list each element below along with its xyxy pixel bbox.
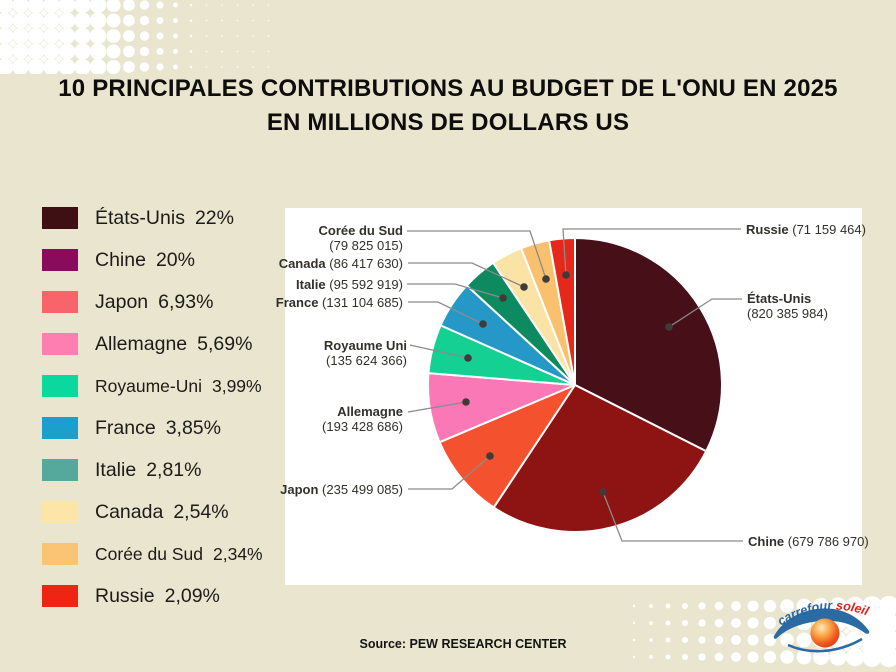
legend-label-russie: Russie 2,09% bbox=[95, 584, 220, 607]
halftone-dot bbox=[28, 12, 44, 28]
halftone-dot bbox=[0, 43, 13, 59]
pie-label-coree-du-sud: Corée du Sud (79 825 015) bbox=[318, 223, 403, 253]
halftone-dot bbox=[28, 28, 44, 44]
halftone-dot bbox=[59, 43, 75, 59]
halftone-dot bbox=[140, 31, 150, 41]
legend-item-italie bbox=[42, 449, 263, 491]
legend-label-royaume-uni: Royaume-Uni 3,99% bbox=[95, 375, 262, 396]
halftone-dot bbox=[43, 43, 59, 59]
halftone-dot bbox=[682, 603, 688, 609]
halftone-dot bbox=[43, 0, 59, 13]
pie-label-russie: Russie (71 159 464) bbox=[746, 222, 866, 237]
halftone-dot bbox=[28, 43, 44, 59]
legend-item-russie bbox=[42, 575, 263, 617]
halftone-dot bbox=[731, 635, 741, 645]
legend-label-canada: Canada 2,54% bbox=[95, 500, 229, 523]
pie-label-royaume-uni: Royaume Uni (135 624 366) bbox=[323, 338, 407, 368]
halftone-dot bbox=[90, 43, 106, 59]
halftone-dot bbox=[106, 0, 120, 12]
halftone-dot bbox=[28, 0, 44, 13]
halftone-dot bbox=[747, 600, 758, 611]
halftone-dot bbox=[715, 636, 724, 645]
halftone-dot bbox=[90, 12, 106, 28]
legend bbox=[42, 197, 263, 617]
halftone-dot bbox=[190, 35, 193, 38]
leader-dot-france bbox=[479, 320, 487, 328]
halftone-dot bbox=[123, 46, 135, 58]
legend-item-allemagne bbox=[42, 323, 263, 365]
halftone-dot bbox=[173, 18, 178, 23]
halftone-dot bbox=[715, 619, 724, 628]
halftone-dot bbox=[221, 20, 223, 22]
legend-swatch-allemagne bbox=[42, 333, 78, 355]
leader-dot-allemagne bbox=[462, 398, 470, 406]
halftone-dot bbox=[237, 51, 239, 53]
halftone-dot bbox=[0, 28, 13, 44]
halftone-dots-top-left bbox=[0, 0, 292, 74]
halftone-dot bbox=[682, 620, 688, 626]
halftone-dot bbox=[731, 652, 741, 662]
halftone-dot bbox=[666, 621, 671, 626]
halftone-dot bbox=[190, 19, 193, 22]
pie-label-allemagne: Allemagne (193 428 686) bbox=[322, 404, 403, 434]
halftone-dot bbox=[190, 4, 193, 7]
leader-dot-canada bbox=[520, 283, 528, 291]
carrefour-soleil-logo bbox=[772, 596, 878, 658]
legend-item-chine bbox=[42, 239, 263, 281]
chart-title-line1: 10 PRINCIPALES CONTRIBUTIONS AU BUDGET DE L'ONU EN 2025 bbox=[58, 75, 838, 102]
halftone-dot bbox=[682, 654, 688, 660]
halftone-dot bbox=[633, 656, 635, 658]
chart-title-line2: EN MILLIONS DE DOLLARS US bbox=[266, 109, 630, 136]
halftone-dot bbox=[173, 49, 178, 54]
halftone-dot bbox=[252, 51, 254, 53]
halftone-dot bbox=[123, 15, 135, 27]
legend-swatch-chine bbox=[42, 249, 78, 271]
legend-item-etats-unis bbox=[42, 197, 263, 239]
halftone-dot bbox=[123, 0, 135, 11]
pie-label-chine: Chine (679 786 970) bbox=[748, 534, 869, 549]
halftone-dot bbox=[268, 20, 270, 22]
pie-label-france: France (131 104 685) bbox=[275, 295, 403, 310]
halftone-dot bbox=[698, 636, 705, 643]
halftone-dot bbox=[666, 638, 671, 643]
pie-label-canada: Canada (86 417 630) bbox=[278, 256, 403, 271]
halftone-dot bbox=[156, 48, 163, 55]
halftone-dot bbox=[666, 655, 671, 660]
halftone-dot bbox=[649, 604, 653, 608]
legend-swatch-canada bbox=[42, 501, 78, 523]
halftone-dot bbox=[140, 47, 150, 57]
halftone-dot bbox=[649, 638, 653, 642]
halftone-dot bbox=[74, 0, 90, 13]
legend-item-royaume-uni bbox=[42, 365, 263, 407]
halftone-dot bbox=[633, 622, 635, 624]
legend-swatch-france bbox=[42, 417, 78, 439]
sun-iris bbox=[811, 619, 840, 648]
leader-dot-russie bbox=[562, 271, 570, 279]
halftone-dot bbox=[12, 12, 28, 28]
halftone-dot bbox=[747, 617, 758, 628]
legend-label-italie: Italie 2,81% bbox=[95, 458, 202, 481]
halftone-dot bbox=[237, 4, 239, 6]
halftone-dot bbox=[173, 3, 178, 8]
halftone-dot bbox=[59, 12, 75, 28]
halftone-dot bbox=[633, 639, 635, 641]
halftone-dot bbox=[12, 0, 28, 13]
legend-label-etats-unis: États-Unis 22% bbox=[95, 206, 234, 229]
legend-swatch-royaume-uni bbox=[42, 375, 78, 397]
halftone-dot bbox=[747, 651, 758, 662]
halftone-dot bbox=[140, 62, 150, 72]
halftone-dot bbox=[0, 12, 13, 28]
halftone-dot bbox=[90, 0, 106, 13]
halftone-dot bbox=[206, 66, 208, 68]
legend-label-allemagne: Allemagne 5,69% bbox=[95, 332, 253, 355]
leader-dot-coree-du-sud bbox=[542, 275, 550, 283]
halftone-dot bbox=[237, 66, 239, 68]
halftone-dot bbox=[190, 50, 193, 53]
pie-label-italie: Italie (95 592 919) bbox=[296, 277, 403, 292]
logo-text: carrefour soleil bbox=[774, 598, 871, 629]
halftone-dot bbox=[12, 28, 28, 44]
legend-swatch-etats-unis bbox=[42, 207, 78, 229]
halftone-dot bbox=[698, 619, 705, 626]
halftone-dot bbox=[106, 13, 120, 27]
legend-item-france bbox=[42, 407, 263, 449]
leader-dot-japon bbox=[486, 452, 494, 460]
pie-label-japon: Japon (235 499 085) bbox=[280, 482, 403, 497]
legend-label-japon: Japon 6,93% bbox=[95, 290, 214, 313]
halftone-dot bbox=[221, 35, 223, 37]
legend-swatch-russie bbox=[42, 585, 78, 607]
halftone-dot bbox=[268, 4, 270, 6]
halftone-dot bbox=[237, 35, 239, 37]
halftone-dot bbox=[156, 32, 163, 39]
legend-swatch-italie bbox=[42, 459, 78, 481]
halftone-dot bbox=[140, 0, 150, 10]
pie-label-etats-unis: États-Unis (820 385 984) bbox=[747, 291, 828, 321]
legend-item-canada bbox=[42, 491, 263, 533]
legend-swatch-coree-du-sud bbox=[42, 543, 78, 565]
halftone-dot bbox=[43, 12, 59, 28]
halftone-dot bbox=[156, 63, 163, 70]
halftone-dot bbox=[252, 4, 254, 6]
halftone-dot bbox=[252, 66, 254, 68]
halftone-dot bbox=[682, 637, 688, 643]
halftone-dot bbox=[221, 4, 223, 6]
halftone-dot bbox=[106, 29, 120, 43]
leader-dot-chine bbox=[599, 488, 607, 496]
legend-item-japon bbox=[42, 281, 263, 323]
halftone-dot bbox=[190, 66, 193, 69]
halftone-dot bbox=[206, 51, 208, 53]
halftone-dot bbox=[268, 51, 270, 53]
source-note: Source: PEW RESEARCH CENTER bbox=[359, 637, 567, 651]
halftone-dot bbox=[649, 655, 653, 659]
leader-dot-royaume-uni bbox=[464, 354, 472, 362]
leader-dot-italie bbox=[499, 294, 507, 302]
legend-label-coree-du-sud: Corée du Sud 2,34% bbox=[95, 543, 263, 564]
halftone-dot bbox=[12, 43, 28, 59]
halftone-dot bbox=[715, 653, 724, 662]
legend-label-france: France 3,85% bbox=[95, 416, 221, 439]
halftone-dot bbox=[59, 28, 75, 44]
halftone-dot bbox=[206, 4, 208, 6]
halftone-dot bbox=[252, 35, 254, 37]
halftone-dot bbox=[173, 65, 178, 70]
halftone-dot bbox=[698, 653, 705, 660]
halftone-dot bbox=[74, 12, 90, 28]
halftone-dot bbox=[74, 43, 90, 59]
halftone-dot bbox=[206, 35, 208, 37]
halftone-dot bbox=[747, 634, 758, 645]
halftone-dot bbox=[221, 51, 223, 53]
halftone-dot bbox=[237, 20, 239, 22]
halftone-dot bbox=[268, 66, 270, 68]
legend-item-coree-du-sud bbox=[42, 533, 263, 575]
halftone-dot bbox=[43, 28, 59, 44]
halftone-dot bbox=[731, 618, 741, 628]
chart-panel bbox=[275, 208, 869, 585]
halftone-dot bbox=[268, 35, 270, 37]
halftone-dot bbox=[252, 20, 254, 22]
halftone-dot bbox=[173, 34, 178, 39]
halftone-dot bbox=[156, 1, 163, 8]
legend-label-chine: Chine 20% bbox=[95, 248, 195, 271]
leader-dot-etats-unis bbox=[665, 323, 673, 331]
halftone-dot bbox=[221, 66, 223, 68]
halftone-dot bbox=[666, 604, 671, 609]
legend-swatch-japon bbox=[42, 291, 78, 313]
halftone-dot bbox=[90, 28, 106, 44]
halftone-dot bbox=[715, 602, 724, 611]
halftone-dot bbox=[156, 17, 163, 24]
halftone-dot bbox=[123, 30, 135, 42]
halftone-dot bbox=[206, 20, 208, 22]
halftone-dot bbox=[59, 0, 75, 13]
halftone-dot bbox=[649, 621, 653, 625]
halftone-dot bbox=[633, 605, 635, 607]
halftone-dot bbox=[140, 16, 150, 26]
halftone-dot bbox=[106, 44, 120, 58]
halftone-dot bbox=[74, 28, 90, 44]
halftone-dot bbox=[698, 602, 705, 609]
halftone-dot bbox=[731, 601, 741, 611]
chart-title bbox=[0, 72, 896, 140]
